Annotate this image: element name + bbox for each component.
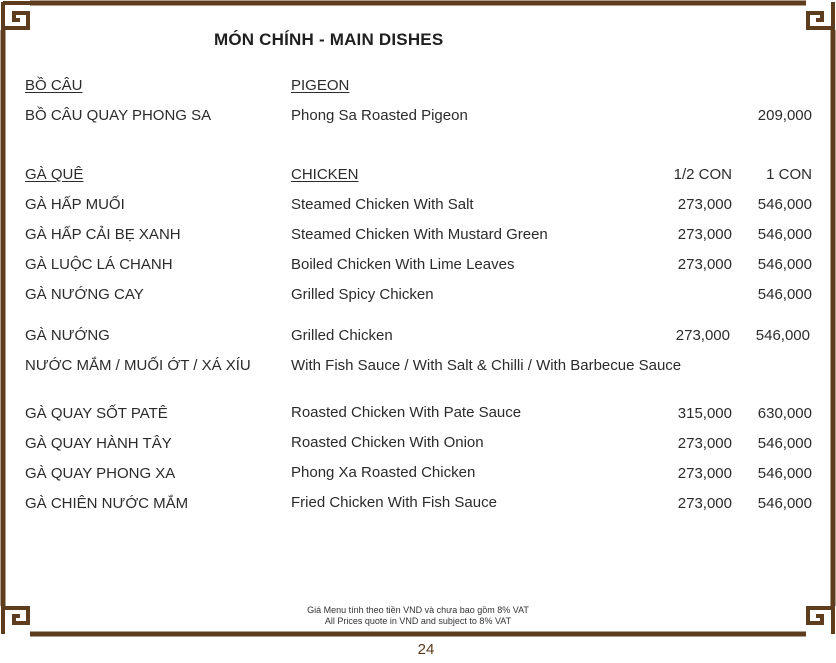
sauce-options-vn: NƯỚC MẮM / MUỐI ỚT / XÁ XÍU <box>25 357 251 374</box>
dish-name-vn: GÀ LUỘC LÁ CHANH <box>25 256 173 273</box>
dish-price-half: 273,000 <box>675 327 730 344</box>
dish-price-half: 273,000 <box>677 226 732 243</box>
section-header-pigeon-vn: BỒ CÂU <box>25 77 83 94</box>
section-header-pigeon-en: PIGEON <box>291 77 350 94</box>
dish-name-en: Grilled Spicy Chicken <box>291 286 434 303</box>
dish-name-en: Roasted Chicken With Pate Sauce <box>291 404 522 421</box>
dish-name-vn: GÀ HẤP MUỐI <box>25 196 125 213</box>
dish-name-en: Phong Sa Roasted Pigeon <box>291 107 468 124</box>
dish-price-whole: 546,000 <box>757 196 812 213</box>
dish-name-en: Steamed Chicken With Salt <box>291 196 474 213</box>
dish-name-en: Grilled Chicken <box>291 327 393 344</box>
dish-name-vn: GÀ QUAY PHONG XA <box>25 465 176 482</box>
dish-price-whole: 546,000 <box>757 226 812 243</box>
dish-price-whole: 546,000 <box>757 435 812 452</box>
sauce-options-en: With Fish Sauce / With Salt & Chilli / With Barbecue Sauce <box>291 357 682 374</box>
dish-price-half: 273,000 <box>677 196 732 213</box>
dish-name-vn: BỒ CÂU QUAY PHONG SA <box>25 107 212 124</box>
dish-name-en: Steamed Chicken With Mustard Green <box>291 226 548 243</box>
footer-note-en: All Prices quote in VND and subject to 8% VAT <box>324 616 512 626</box>
column-header-half: 1/2 CON <box>673 166 732 183</box>
dish-price-whole: 630,000 <box>757 405 812 422</box>
page-title: MÓN CHÍNH - MAIN DISHES <box>214 30 444 49</box>
dish-price-half: 273,000 <box>677 495 732 512</box>
dish-price-whole: 546,000 <box>757 286 812 303</box>
dish-price: 209,000 <box>757 107 812 124</box>
dish-name-vn: GÀ CHIÊN NƯỚC MẮM <box>25 495 189 512</box>
dish-name-en: Phong Xa Roasted Chicken <box>291 464 476 481</box>
section-header-chicken-en: CHICKEN <box>291 166 359 183</box>
dish-name-en: Boiled Chicken With Lime Leaves <box>291 256 515 273</box>
column-header-whole: 1 CON <box>766 166 812 183</box>
dish-price-half: 273,000 <box>677 465 732 482</box>
dish-name-vn: GÀ HẤP CẢI BẸ XANH <box>25 226 181 243</box>
dish-price-whole: 546,000 <box>757 256 812 273</box>
dish-name-vn: GÀ NƯỚNG <box>25 327 110 344</box>
page-number: 24 <box>417 641 435 658</box>
dish-name-en: Fried Chicken With Fish Sauce <box>291 494 497 511</box>
dish-price-half: 273,000 <box>677 435 732 452</box>
dish-price-half: 273,000 <box>677 256 732 273</box>
dish-name-vn: GÀ NƯỚNG CAY <box>25 286 144 303</box>
dish-price-whole: 546,000 <box>757 465 812 482</box>
dish-name-en: Roasted Chicken With Onion <box>291 434 484 451</box>
footer-note-vn: Giá Menu tính theo tiền VND và chưa bao gồm 8% VAT <box>307 605 529 615</box>
dish-name-vn: GÀ QUAY SỐT PATÊ <box>25 405 168 422</box>
dish-name-vn: GÀ QUAY HÀNH TÂY <box>25 435 172 452</box>
section-header-chicken-vn: GÀ QUÊ <box>25 166 84 183</box>
dish-price-half: 315,000 <box>677 405 732 422</box>
dish-price-whole: 546,000 <box>757 495 812 512</box>
dish-price-whole: 546,000 <box>755 327 810 344</box>
